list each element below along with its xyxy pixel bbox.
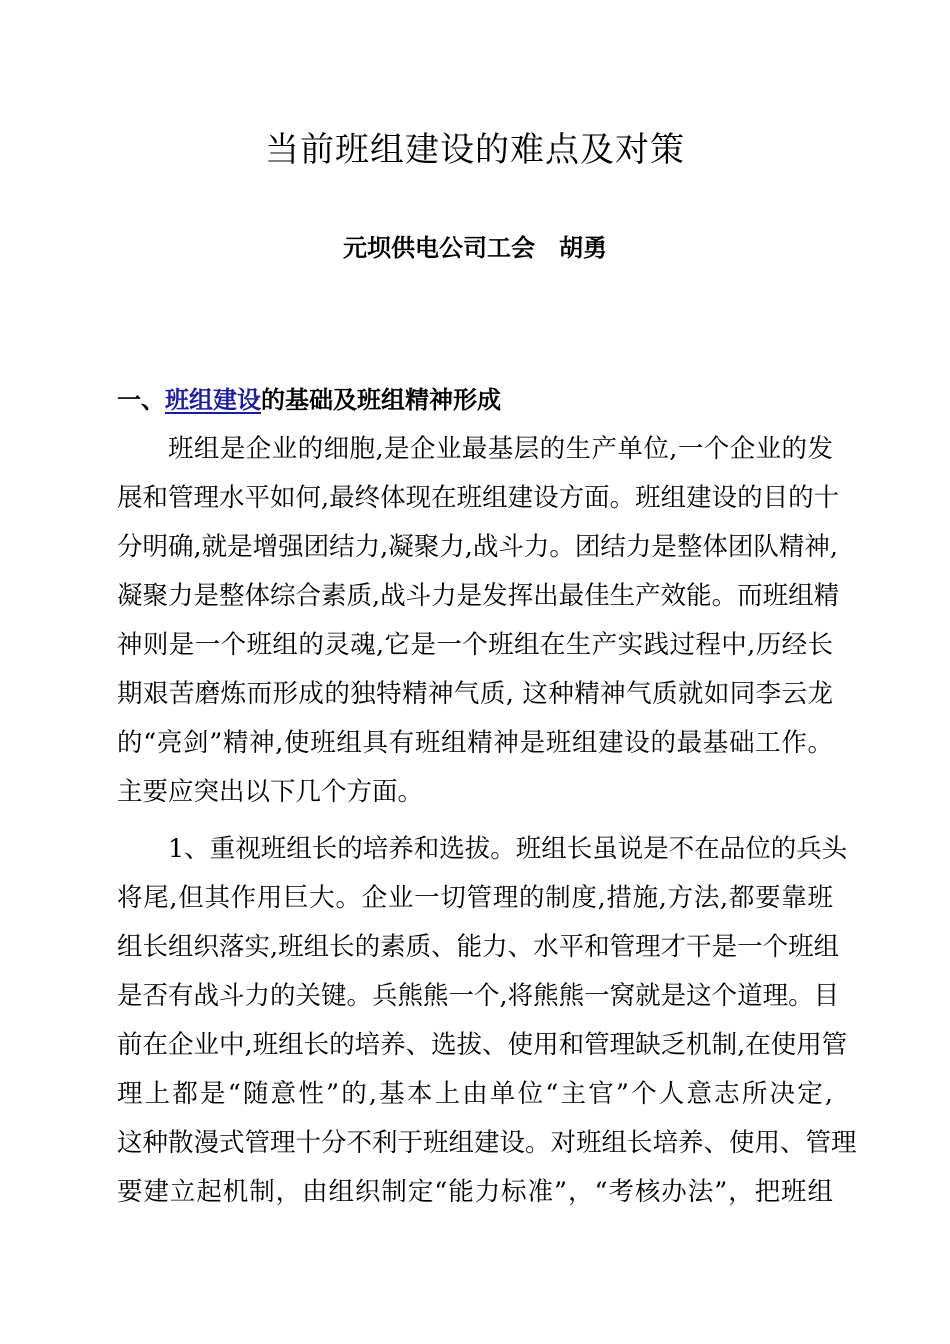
paragraph-line: 是否有战斗力的关键。兵熊熊一个,将熊熊一窝就是这个道理。目 [117, 981, 840, 1011]
paragraph-line: 展和管理水平如何,最终体现在班组建设方面。班组建设的目的十 [117, 483, 840, 513]
paragraph-2 [117, 825, 857, 1217]
paragraph-line: 主要应突出以下几个方面。 [117, 777, 424, 807]
paragraph-line: 要建立起机制，由组织制定“能力标准”，“考核办法”，把班组 [117, 1177, 833, 1207]
paragraph-line: 班组是企业的细胞,是企业最基层的生产单位,一个企业的发 [168, 434, 833, 464]
paragraph-line: 的“亮剑”精神,使班组具有班组精神是班组建设的最基础工作。 [117, 728, 833, 758]
paragraph-line: 前在企业中,班组长的培养、选拔、使用和管理缺乏机制,在使用管 [117, 1030, 848, 1060]
author-line: 元坝供电公司工会 胡勇 [343, 233, 607, 262]
paragraph-line: 这种散漫式管理十分不利于班组建设。对班组长培养、使用、管理 [117, 1128, 857, 1158]
section-title-rest: 的基础及班组精神形成 [261, 385, 501, 414]
paragraph-line: 1、重视班组长的培养和选拔。班组长虽说是不在品位的兵头 [168, 834, 848, 864]
section-heading [117, 383, 501, 417]
section-number: 一、 [117, 385, 165, 414]
paragraph-1 [117, 425, 840, 817]
paragraph-line: 凝聚力是整体综合素质,战斗力是发挥出最佳生产效能。而班组精 [117, 581, 840, 611]
paragraph-line: 组长组织落实,班组长的素质、能力、水平和管理才干是一个班组 [117, 932, 840, 962]
paragraph-line: 神则是一个班组的灵魂,它是一个班组在生产实践过程中,历经长 [117, 630, 833, 660]
paragraph-line: 将尾,但其作用巨大。企业一切管理的制度,措施,方法,都要靠班 [117, 883, 833, 913]
paragraph-line: 分明确,就是增强团结力,凝聚力,战斗力。团结力是整体团队精神, [117, 532, 838, 562]
section-link[interactable]: 班组建设 [165, 385, 261, 414]
paragraph-line: 期艰苦磨炼而形成的独特精神气质, 这种精神气质就如同李云龙 [117, 679, 833, 709]
paragraph-line: 理上都是“随意性”的,基本上由单位“主官”个人意志所决定, [117, 1079, 833, 1109]
document-title: 当前班组建设的难点及对策 [265, 130, 685, 170]
